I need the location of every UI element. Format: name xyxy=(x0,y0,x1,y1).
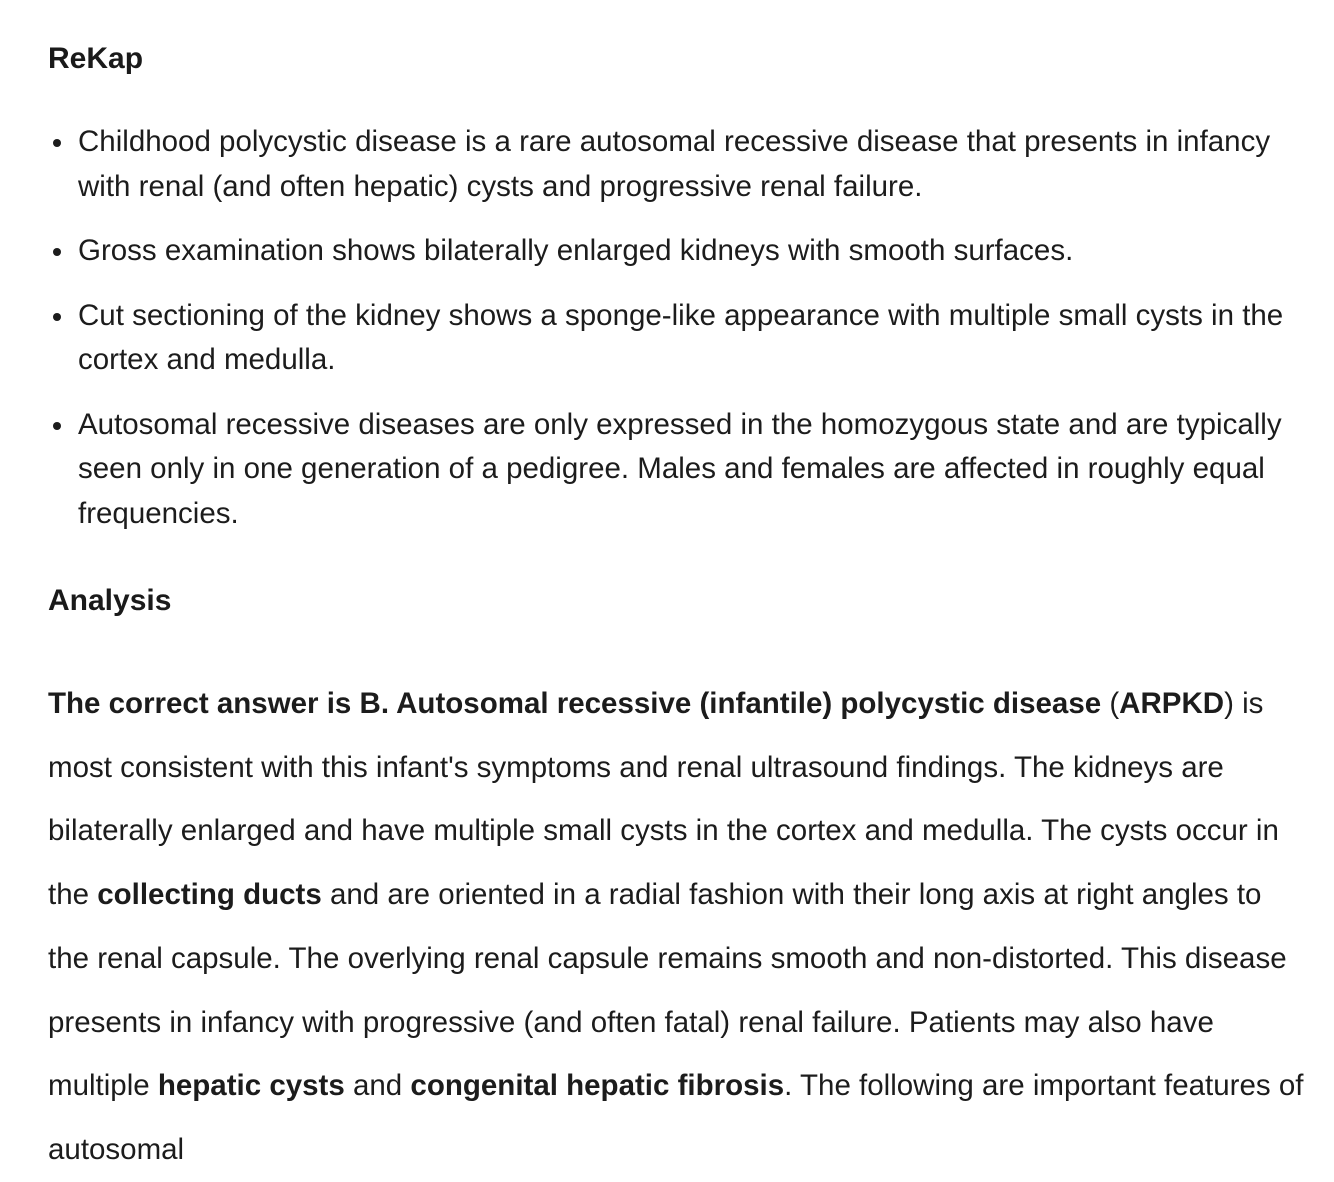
rekap-bullet-text: Gross examination shows bilaterally enlarged kidneys with smooth surfaces. xyxy=(78,234,1074,267)
abbreviation: ARPKD xyxy=(1119,687,1225,720)
analysis-text: ) is most consistent with this infant's symptoms and renal ultrasound findings. The kidneys are bilaterally enlarged and have multiple small cysts in the cortex and medulla. The cysts occur in the xyxy=(48,687,1279,912)
analysis-text: ( xyxy=(1101,687,1120,720)
key-term-collecting-ducts: collecting ducts xyxy=(97,878,322,912)
bullet-icon xyxy=(53,139,61,147)
analysis-paragraph xyxy=(48,672,1310,1182)
rekap-bullet xyxy=(48,403,1310,537)
bullet-icon xyxy=(53,248,61,256)
rekap-bullet xyxy=(48,294,1310,383)
key-term-hepatic-fibrosis: congenital hepatic fibrosis xyxy=(410,1069,785,1103)
rekap-bullet xyxy=(48,229,1310,274)
bullet-icon xyxy=(53,422,61,430)
bullet-icon xyxy=(53,313,61,321)
rekap-bullet-text: Cut sectioning of the kidney shows a sponge-like appearance with multiple small cysts in the cortex and medulla. xyxy=(78,298,1284,376)
analysis-text: and are oriented in a radial fashion with their long axis at right angles to the renal capsule. The overlying renal capsule remains smooth and non-distorted. This disease presents in infancy with progressive (and often fatal) renal failure. Patients may also have multiple xyxy=(48,878,1287,1103)
rekap-bullet-list xyxy=(48,120,1310,556)
correct-answer-statement: The correct answer is B. Autosomal recessive (infantile) polycystic disease xyxy=(48,687,1102,720)
analysis-text: and xyxy=(344,1069,411,1103)
rekap-heading: ReKap xyxy=(48,42,144,75)
analysis-heading: Analysis xyxy=(48,584,172,617)
rekap-bullet xyxy=(48,120,1310,209)
rekap-bullet-text: Autosomal recessive diseases are only expressed in the homozygous state and are typically seen only in one generation of a pedigree. Males and females are affected in roughly equal frequencies. xyxy=(78,407,1282,530)
analysis-text: . The following are important features of autosomal xyxy=(48,1069,1304,1166)
rekap-bullet-text: Childhood polycystic disease is a rare autosomal recessive disease that presents in infancy with renal (and often hepatic) cysts and progressive renal failure. xyxy=(78,125,1271,203)
key-term-hepatic-cysts: hepatic cysts xyxy=(157,1069,345,1103)
